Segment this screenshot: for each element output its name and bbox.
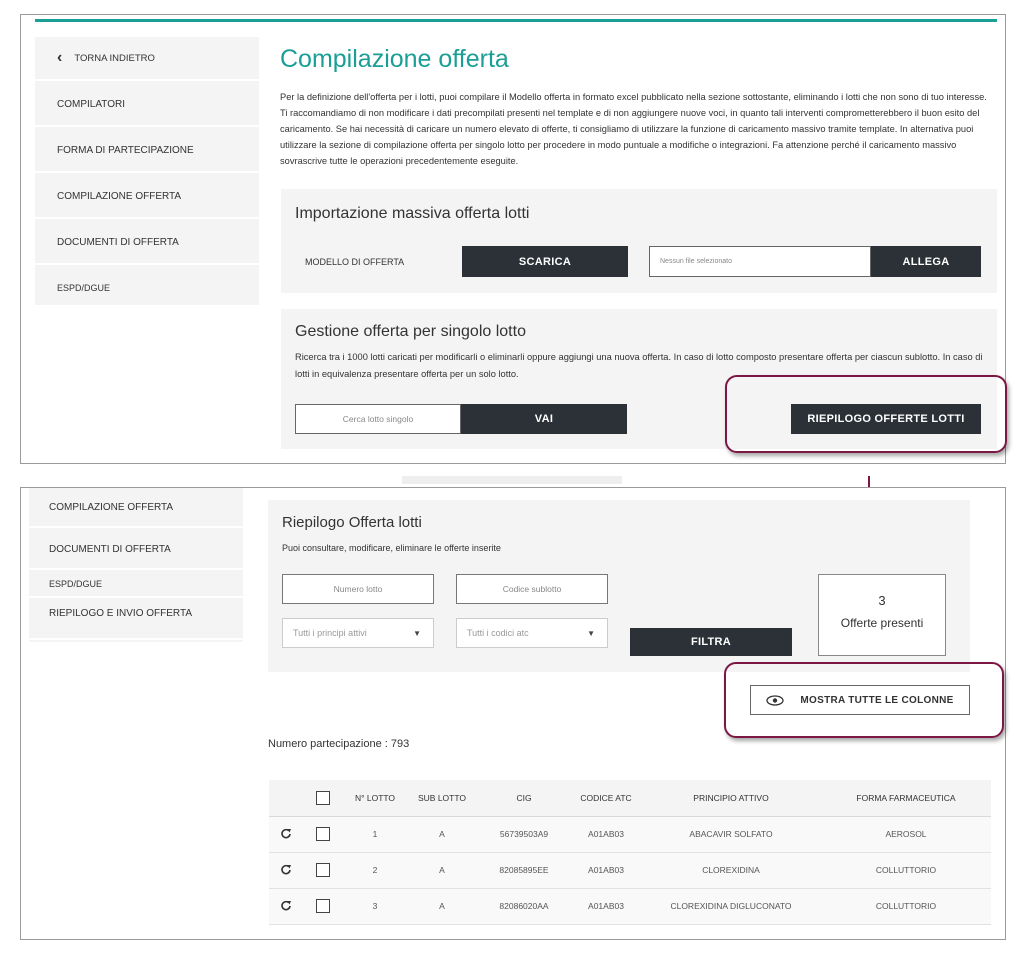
summary-panel xyxy=(268,500,970,672)
principles-select[interactable] xyxy=(282,618,434,648)
header-action xyxy=(269,780,303,816)
edit-cell xyxy=(269,888,303,924)
cell-active-principle: CLOREXIDINA DIGLUCONATO xyxy=(641,888,821,924)
offers-count-box xyxy=(818,574,946,656)
edit-icon[interactable] xyxy=(280,864,292,876)
row-checkbox[interactable] xyxy=(316,899,330,913)
page-title: Compilazione offerta xyxy=(280,45,509,73)
table-row xyxy=(269,888,991,924)
row-checkbox-cell xyxy=(303,888,343,924)
header-accent-bar xyxy=(35,19,997,22)
cell-active-principle: CLOREXIDINA xyxy=(641,852,821,888)
summary-title: Riepilogo Offerta lotti xyxy=(282,514,422,531)
import-panel-title: Importazione massiva offerta lotti xyxy=(295,205,530,222)
cell-sublot: A xyxy=(407,888,477,924)
cell-pharma-form: COLLUTTORIO xyxy=(821,888,991,924)
table-row xyxy=(269,852,991,888)
cell-sublot: A xyxy=(407,816,477,852)
single-lot-description: Ricerca tra i 1000 lotti caricati per modificarli o eliminarli oppure aggiungi una nuova offerta. In caso di lotto composto presentare offerta per ciascun sublotto. In caso di lotti in equivalenza presentare offerta per un solo lotto. xyxy=(295,352,983,379)
cell-atc: A01AB03 xyxy=(571,816,641,852)
table-row xyxy=(269,816,991,852)
header-active-principle: PRINCIPIO ATTIVO xyxy=(641,780,821,816)
model-label: MODELLO DI OFFERTA xyxy=(305,257,405,267)
offers-label: Offerte presenti xyxy=(840,616,924,630)
row-checkbox-cell xyxy=(303,816,343,852)
cell-pharma-form: COLLUTTORIO xyxy=(821,852,991,888)
download-button[interactable]: SCARICA xyxy=(462,246,628,277)
edit-icon[interactable] xyxy=(280,900,292,912)
cell-cig: 56739503A9 xyxy=(477,816,571,852)
sidebar-item-espd-dgue[interactable]: ESPD/DGUE xyxy=(29,572,243,598)
edit-icon[interactable] xyxy=(280,828,292,840)
cell-active-principle: ABACAVIR SOLFATO xyxy=(641,816,821,852)
offers-table xyxy=(269,780,991,925)
row-checkbox[interactable] xyxy=(316,863,330,877)
sublot-code-input[interactable]: Codice sublotto xyxy=(456,574,608,604)
sidebar-item-documenti-offerta[interactable]: DOCUMENTI DI OFFERTA xyxy=(29,530,243,570)
cell-pharma-form: AEROSOL xyxy=(821,816,991,852)
sidebar-item-riepilogo-invio[interactable]: RIEPILOGO E INVIO OFFERTA xyxy=(29,600,243,640)
header-sublot: SUB LOTTO xyxy=(407,780,477,816)
single-lot-panel-title: Gestione offerta per singolo lotto xyxy=(295,323,526,340)
principles-select-value: Tutti i principi attivi xyxy=(293,628,367,638)
sidebar-item-compilazione-offerta[interactable]: COMPILAZIONE OFFERTA xyxy=(29,488,243,528)
divider-strip xyxy=(402,476,622,484)
sidebar-item-documenti-offerta[interactable]: DOCUMENTI DI OFFERTA xyxy=(35,221,259,265)
cell-lot: 3 xyxy=(343,888,407,924)
row-checkbox[interactable] xyxy=(316,827,330,841)
cell-atc: A01AB03 xyxy=(571,888,641,924)
filter-button[interactable]: FILTRA xyxy=(630,628,792,656)
offers-count: 3 xyxy=(878,593,886,608)
cell-lot: 1 xyxy=(343,816,407,852)
attach-button[interactable]: ALLEGA xyxy=(871,246,981,277)
show-columns-highlight xyxy=(724,662,1004,738)
show-all-columns-label: MOSTRA TUTTE LE COLONNE xyxy=(800,694,954,706)
atc-select[interactable] xyxy=(456,618,608,648)
header-pharma-form: FORMA FARMACEUTICA xyxy=(821,780,991,816)
sidebar xyxy=(35,37,259,305)
edit-cell xyxy=(269,852,303,888)
header-select-all xyxy=(303,780,343,816)
header-cig: CIG xyxy=(477,780,571,816)
sidebar-item-forma-partecipazione[interactable]: FORMA DI PARTECIPAZIONE xyxy=(35,129,259,173)
chevron-down-icon: ▼ xyxy=(587,628,595,638)
edit-cell xyxy=(269,816,303,852)
table-header-row xyxy=(269,780,991,816)
lot-search-input[interactable]: Cerca lotto singolo xyxy=(295,404,461,434)
chevron-left-icon: ‹ xyxy=(57,49,63,66)
header-atc: CODICE ATC xyxy=(571,780,641,816)
cell-sublot: A xyxy=(407,852,477,888)
cell-atc: A01AB03 xyxy=(571,852,641,888)
lot-number-input[interactable]: Numero lotto xyxy=(282,574,434,604)
summary-screen xyxy=(20,487,1006,940)
compilation-screen xyxy=(20,14,1006,464)
sidebar xyxy=(29,488,243,642)
cell-cig: 82086020AA xyxy=(477,888,571,924)
back-button[interactable] xyxy=(35,37,259,81)
select-all-checkbox[interactable] xyxy=(316,791,330,805)
participation-number: Numero partecipazione : 793 xyxy=(268,738,410,750)
atc-select-value: Tutti i codici atc xyxy=(467,628,529,638)
sidebar-item-espd-dgue[interactable]: ESPD/DGUE xyxy=(35,267,259,311)
file-input[interactable]: Nessun file selezionato xyxy=(649,246,871,277)
summary-button-highlight xyxy=(725,375,1007,453)
import-panel xyxy=(281,189,997,293)
back-label: TORNA INDIETRO xyxy=(74,52,155,64)
row-checkbox-cell xyxy=(303,852,343,888)
header-lot: N° LOTTO xyxy=(343,780,407,816)
intro-text: Per la definizione dell'offerta per i lotti, puoi compilare il Modello offerta in formato excel pubblicato nella sezione sottostante, eliminando i lotti che non sono di tuo interesse. Ti raccomandiamo di non modificare i dati precompilati presenti nel template e di non aggiungere nuove voci, in quanto tali interventi comprometterebbero il buon esito del caricamento. Se hai necessità di caricare un numero elevato di offerte, ti consigliamo di utilizzare la funzione di caricamento massivo tramite template. In alternativa puoi utilizzare la sezione di compilazione offerta per singolo lotto per procedere in modo puntuale a modifiche o integrazioni. Fa attenzione perché il caricamento massivo sovrascrive tutte le operazioni precedentemente eseguite. xyxy=(280,92,987,166)
lot-offers-summary-button[interactable]: RIEPILOGO OFFERTE LOTTI xyxy=(791,404,981,434)
sidebar-item-compilatori[interactable]: COMPILATORI xyxy=(35,83,259,127)
cell-lot: 2 xyxy=(343,852,407,888)
sidebar-item-compilazione-offerta[interactable]: COMPILAZIONE OFFERTA xyxy=(35,175,259,219)
chevron-down-icon: ▼ xyxy=(413,628,421,638)
go-button[interactable]: VAI xyxy=(461,404,627,434)
summary-subtitle: Puoi consultare, modificare, eliminare le offerte inserite xyxy=(282,543,501,553)
cell-cig: 82085895EE xyxy=(477,852,571,888)
